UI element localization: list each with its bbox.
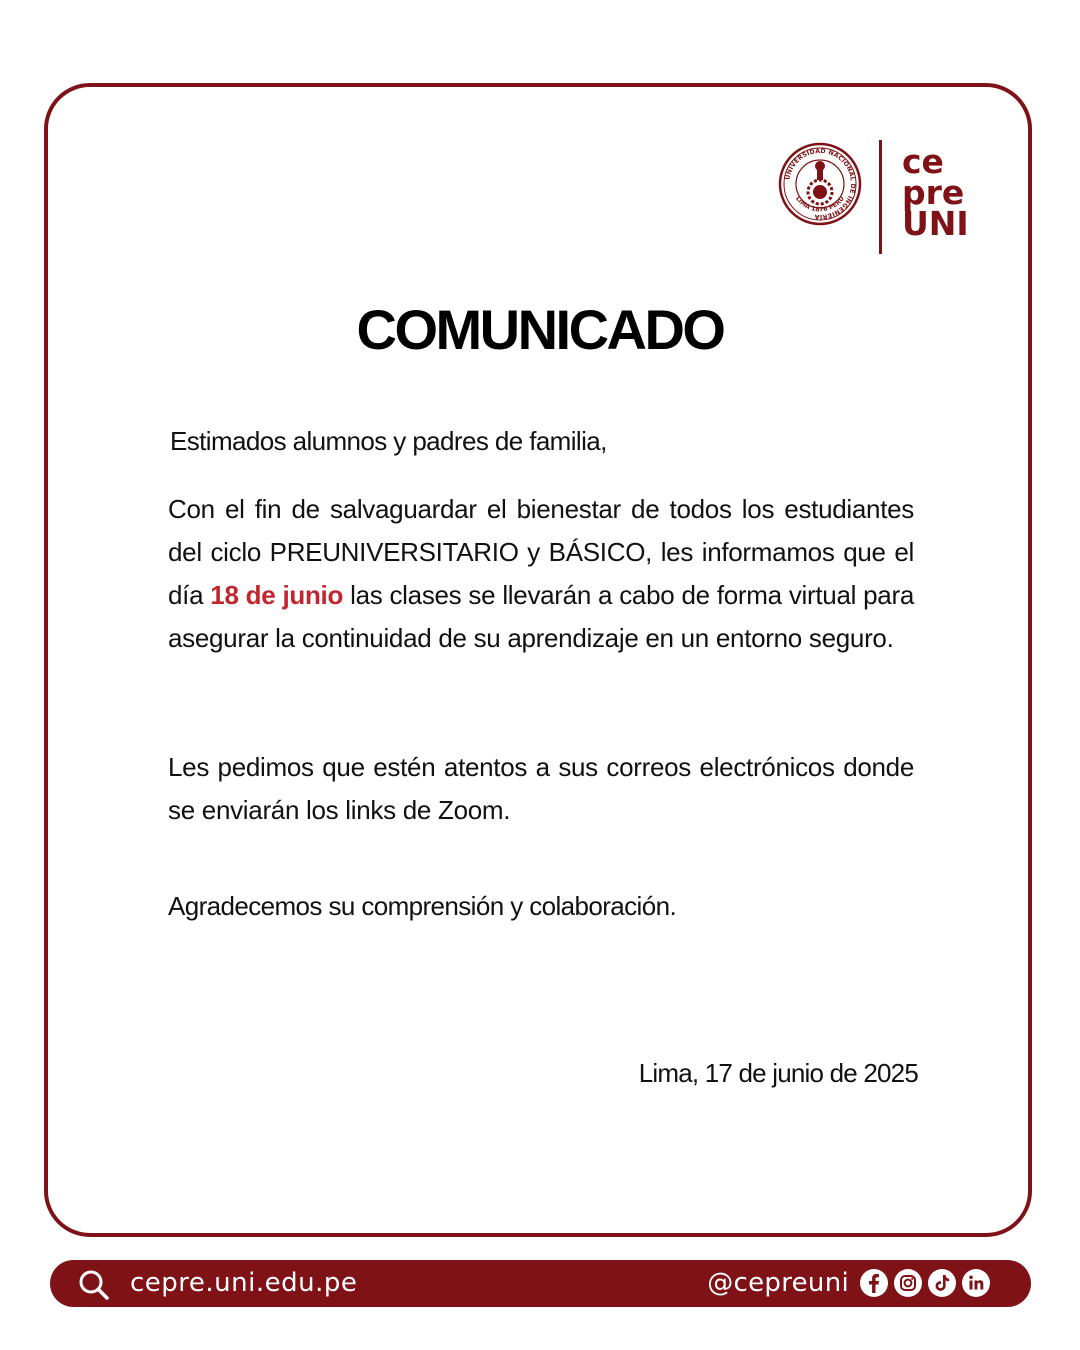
seal-text: UNIVERSIDAD NACIONAL DE INGENIERIA — [784, 147, 857, 221]
website-link[interactable]: cepre.uni.edu.pe — [130, 1268, 358, 1298]
paragraph-main — [168, 488, 914, 660]
paragraph-thanks: Agradecemos su comprensión y colaboración. — [168, 891, 677, 921]
tiktok-icon[interactable] — [927, 1268, 957, 1298]
facebook-icon[interactable] — [859, 1268, 889, 1298]
date-line: Lima, 17 de junio de 2025 — [638, 1058, 918, 1088]
logo-divider — [879, 140, 882, 254]
paragraph-email-notice: Les pedimos que estén atentos a sus correos electrónicos donde se enviarán los links de Zoom. — [168, 752, 914, 825]
footer-bar — [50, 1260, 1031, 1307]
cepre-uni-logo — [778, 140, 978, 255]
wordmark-ce: ce — [902, 142, 944, 181]
instagram-icon[interactable] — [893, 1268, 923, 1298]
uni-seal-icon — [778, 142, 862, 226]
cepre-uni-wordmark — [902, 142, 969, 243]
page-title: COMUNICADO — [356, 298, 724, 361]
paragraph-main-before: Con el fin de salvaguardar el bienestar de todos los estudiantes del ciclo PREUNIVERSITARIO y BÁSICO, les informamos que el día — [168, 494, 914, 610]
salutation: Estimados alumnos y padres de familia, — [170, 426, 607, 456]
social-handle[interactable]: @cepreuni — [707, 1268, 849, 1298]
wordmark-pre: pre — [902, 173, 965, 212]
linkedin-icon[interactable] — [961, 1268, 991, 1298]
wordmark-uni: UNI — [902, 204, 969, 243]
highlighted-date: 18 de junio — [210, 580, 344, 610]
paragraph-main-after: las clases se llevarán a cabo de forma virtual para asegurar la continuidad de su aprendizaje en un entorno seguro. — [168, 580, 914, 653]
seal-bottom-text: LIMA 1876 PERU — [794, 195, 846, 214]
search-icon — [78, 1269, 110, 1301]
